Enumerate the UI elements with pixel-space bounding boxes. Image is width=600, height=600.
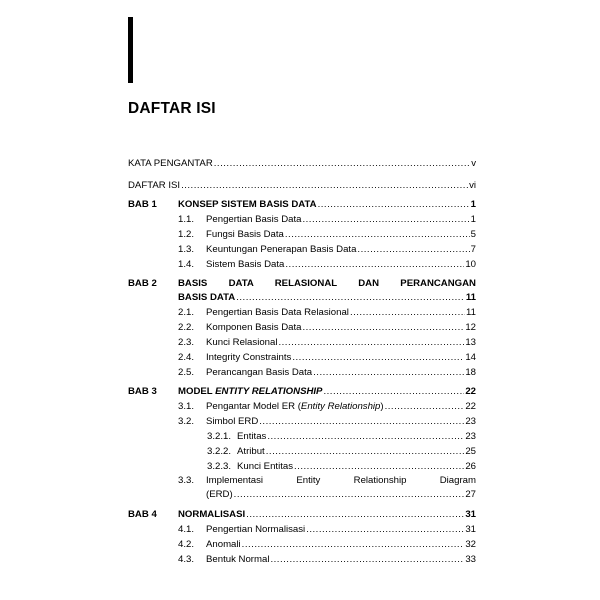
chapter-number: BAB 3 bbox=[128, 386, 157, 397]
toc-label: NORMALISASI bbox=[178, 509, 246, 520]
toc-entry[interactable] bbox=[178, 243, 476, 256]
toc-number: 2.2. bbox=[178, 322, 195, 333]
toc-label-italic: ENTITY RELATIONSHIP bbox=[215, 386, 323, 397]
toc-label: Atribut bbox=[237, 446, 265, 457]
toc-leader bbox=[302, 321, 464, 334]
toc-label: Integrity Constraints bbox=[206, 352, 292, 363]
toc-label: Komponen Basis Data bbox=[206, 322, 302, 333]
toc-label: KONSEP SISTEM BASIS DATA bbox=[178, 199, 317, 210]
toc-page: 12 bbox=[465, 322, 476, 333]
toc-entry[interactable] bbox=[178, 553, 476, 566]
chapter-number: BAB 1 bbox=[128, 199, 157, 210]
toc-page: 11 bbox=[466, 307, 476, 318]
toc-page: 22 bbox=[465, 386, 476, 397]
toc-leader bbox=[385, 400, 465, 413]
toc-leader bbox=[302, 213, 469, 226]
toc-leader bbox=[242, 538, 465, 551]
toc-leader bbox=[294, 460, 464, 473]
page-title: DAFTAR ISI bbox=[128, 100, 216, 117]
toc-number: 3.2. bbox=[178, 416, 195, 427]
toc-page: 25 bbox=[465, 446, 476, 457]
toc-leader bbox=[285, 228, 470, 241]
toc-leader bbox=[267, 430, 464, 443]
toc-number: 2.5. bbox=[178, 367, 195, 378]
toc-page: 27 bbox=[465, 489, 476, 500]
toc-entry[interactable] bbox=[178, 213, 476, 226]
toc-leader bbox=[306, 523, 464, 536]
toc-entry-line2[interactable] bbox=[206, 488, 476, 501]
toc-page: 23 bbox=[465, 416, 476, 427]
toc-entry[interactable] bbox=[178, 415, 476, 428]
toc-leader bbox=[292, 351, 464, 364]
toc-label: KATA PENGANTAR bbox=[128, 158, 213, 169]
toc-entry[interactable] bbox=[178, 336, 476, 349]
toc-leader bbox=[266, 445, 465, 458]
toc-entry[interactable] bbox=[178, 258, 476, 271]
toc-page: 22 bbox=[465, 401, 476, 412]
toc-page: 31 bbox=[465, 509, 476, 520]
toc-entry-kata-pengantar[interactable] bbox=[128, 157, 476, 170]
toc-page: 23 bbox=[465, 431, 476, 442]
toc-page: 1 bbox=[470, 199, 476, 210]
toc-entry[interactable] bbox=[178, 366, 476, 379]
toc-entry-daftar-isi[interactable] bbox=[128, 179, 476, 192]
toc-label: Pengertian Basis Data Relasional bbox=[206, 307, 349, 318]
toc-leader bbox=[214, 157, 470, 170]
toc-number: 2.3. bbox=[178, 337, 195, 348]
toc-chapter-4[interactable] bbox=[178, 508, 476, 521]
toc-number: 1.2. bbox=[178, 229, 195, 240]
toc-entry[interactable] bbox=[178, 351, 476, 364]
toc-label: MODEL bbox=[178, 386, 216, 397]
toc-leader bbox=[234, 488, 465, 501]
toc-entry[interactable] bbox=[178, 523, 476, 536]
toc-entry[interactable] bbox=[178, 538, 476, 551]
toc-label: BASIS DATA bbox=[178, 292, 236, 303]
toc-chapter-1[interactable] bbox=[178, 198, 476, 211]
toc-chapter-2-line1: BASIS DATA RELASIONAL DAN PERANCANGAN bbox=[178, 278, 476, 289]
toc-leader bbox=[278, 336, 464, 349]
toc-label: Bentuk Normal bbox=[206, 554, 270, 565]
toc-label: Kunci Relasional bbox=[206, 337, 278, 348]
toc-label: Kunci Entitas bbox=[237, 461, 293, 472]
toc-label: Implementasi Entity Relationship Diagram bbox=[206, 475, 476, 486]
toc-number: 3.2.1. bbox=[207, 431, 232, 442]
toc-label: Simbol ERD bbox=[206, 416, 259, 427]
toc-number: 4.3. bbox=[178, 554, 195, 565]
toc-number: 1.1. bbox=[178, 214, 195, 225]
toc-label: Anomali bbox=[206, 539, 241, 550]
toc-label: Pengertian Normalisasi bbox=[206, 524, 306, 535]
toc-page: 11 bbox=[465, 292, 476, 303]
toc-number: 1.3. bbox=[178, 244, 195, 255]
toc-label: (ERD) bbox=[206, 489, 233, 500]
toc-number: 4.2. bbox=[178, 539, 195, 550]
toc-number: 1.4. bbox=[178, 259, 195, 270]
toc-leader bbox=[313, 366, 464, 379]
toc-number: 3.3. bbox=[178, 475, 195, 486]
toc-page: vi bbox=[469, 180, 476, 191]
toc-page: 18 bbox=[465, 367, 476, 378]
toc-number: 4.1. bbox=[178, 524, 195, 535]
toc-entry[interactable] bbox=[207, 460, 476, 473]
toc-chapter-2[interactable] bbox=[178, 291, 476, 304]
toc-leader bbox=[259, 415, 464, 428]
toc-page: v bbox=[471, 158, 476, 169]
chapter-number: BAB 2 bbox=[128, 278, 157, 289]
toc-page: 32 bbox=[465, 539, 476, 550]
toc-number: 2.4. bbox=[178, 352, 195, 363]
toc-number: 3.1. bbox=[178, 401, 195, 412]
toc-page: 7 bbox=[470, 244, 476, 255]
toc-page: 14 bbox=[465, 352, 476, 363]
toc-label: Sistem Basis Data bbox=[206, 259, 285, 270]
toc-entry-line1[interactable] bbox=[178, 474, 476, 487]
toc-page: 13 bbox=[465, 337, 476, 348]
toc-number: 3.2.2. bbox=[207, 446, 232, 457]
toc-page: 33 bbox=[465, 554, 476, 565]
toc-entry[interactable] bbox=[207, 445, 476, 458]
chapter-marker-bar bbox=[128, 17, 133, 83]
toc-label: Entitas bbox=[237, 431, 267, 442]
toc-leader bbox=[270, 553, 464, 566]
toc-leader bbox=[246, 508, 464, 521]
toc-label: Perancangan Basis Data bbox=[206, 367, 313, 378]
toc-leader bbox=[236, 291, 465, 304]
toc-page: 1 bbox=[470, 214, 476, 225]
toc-leader bbox=[285, 258, 464, 271]
toc-entry[interactable] bbox=[178, 321, 476, 334]
toc-label: Fungsi Basis Data bbox=[206, 229, 284, 240]
toc-entry[interactable] bbox=[178, 228, 476, 241]
toc-label-suffix: ) bbox=[380, 401, 384, 412]
toc-chapter-3[interactable] bbox=[178, 385, 476, 398]
toc-entry[interactable] bbox=[207, 430, 476, 443]
toc-label-italic: Entity Relationship bbox=[300, 401, 381, 412]
toc-page: 31 bbox=[465, 524, 476, 535]
toc-page: 10 bbox=[465, 259, 476, 270]
toc-leader bbox=[181, 179, 468, 192]
toc-label: Pengertian Basis Data bbox=[206, 214, 302, 225]
toc-label: Keuntungan Penerapan Basis Data bbox=[206, 244, 357, 255]
toc-leader bbox=[350, 306, 465, 319]
toc-label: Pengantar Model ER ( bbox=[206, 401, 301, 412]
toc-entry[interactable] bbox=[178, 306, 476, 319]
toc-number: 3.2.3. bbox=[207, 461, 232, 472]
toc-page: 5 bbox=[470, 229, 476, 240]
toc-label: DAFTAR ISI bbox=[128, 180, 181, 191]
toc-leader bbox=[357, 243, 469, 256]
toc-number: 2.1. bbox=[178, 307, 195, 318]
toc-page: 26 bbox=[465, 461, 476, 472]
chapter-number: BAB 4 bbox=[128, 509, 157, 520]
toc-leader bbox=[323, 385, 464, 398]
toc-leader bbox=[318, 198, 470, 211]
toc-entry[interactable] bbox=[178, 400, 476, 413]
